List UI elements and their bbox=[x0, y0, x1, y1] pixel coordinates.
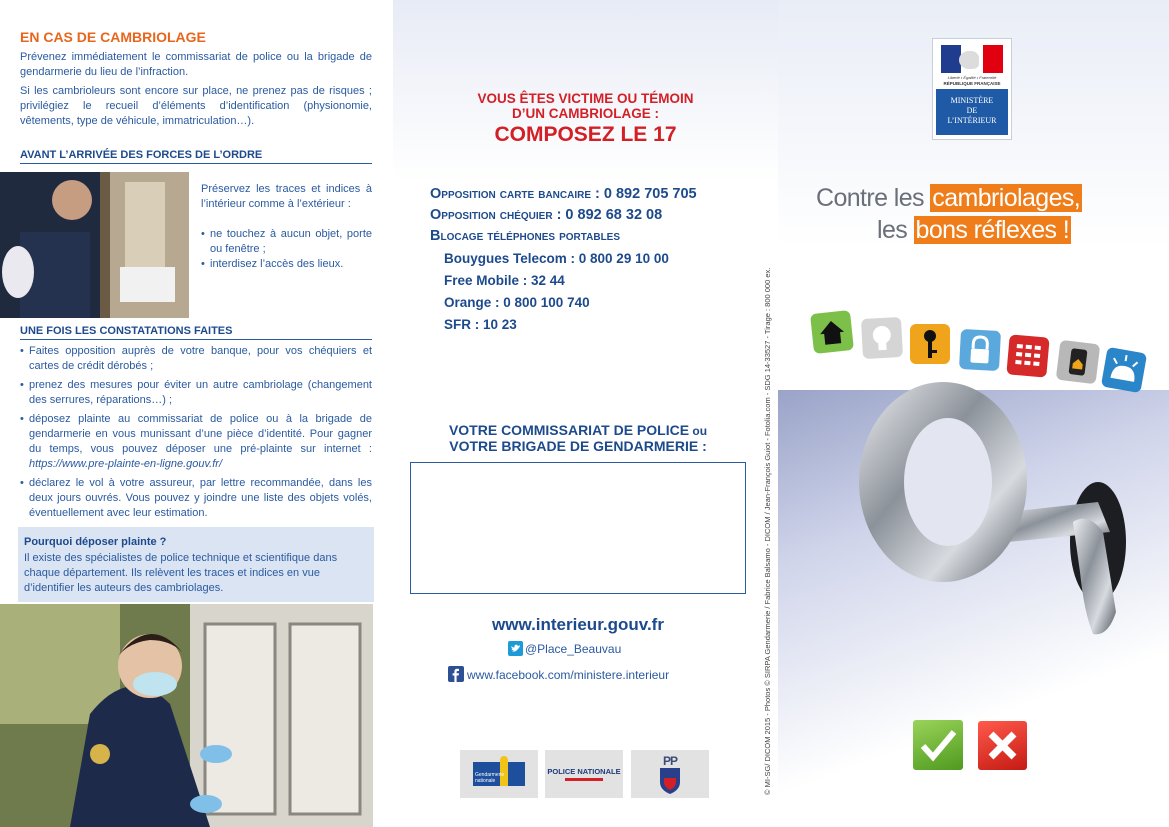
station-line-2: VOTRE BRIGADE DE GENDARMERIE : bbox=[449, 438, 707, 454]
station-line-1 bbox=[393, 422, 763, 438]
operator-sfr: SFR : 10 23 bbox=[444, 317, 517, 332]
police-officer-photo bbox=[0, 172, 189, 318]
police-nationale-logo: POLICE NATIONALE bbox=[545, 750, 623, 798]
why-complain-box bbox=[18, 527, 374, 602]
website-link[interactable]: www.interieur.gouv.fr bbox=[492, 615, 664, 634]
station-line-1b: ou bbox=[689, 424, 708, 438]
compose-17: COMPOSEZ LE 17 bbox=[494, 123, 677, 146]
list-item: • interdisez l’accès des lieux. bbox=[201, 257, 372, 272]
marianne-flag bbox=[941, 45, 1003, 73]
list-item-text: déposez plainte au commissariat de police ou à la brigade de gendarmerie en vous munissant d’une pièce d’identité. Pour gagner du temps, vous pouvez déposer une pré-plainte sur internet : bbox=[29, 413, 372, 455]
slogan-highlight-2: bons réflexes ! bbox=[915, 216, 1070, 244]
opposition-cheque-line: Opposition chéquier : 0 892 68 32 08 bbox=[430, 207, 663, 223]
after-findings-list bbox=[20, 344, 372, 525]
list-item: • Faites opposition auprès de votre banque, pour vos chéquiers et cartes de crédit dérobés ; bbox=[20, 344, 372, 374]
why-complain-title: Pourquoi déposer plainte ? bbox=[24, 536, 167, 548]
key-icon bbox=[910, 324, 950, 364]
twitter-icon bbox=[508, 641, 523, 656]
prefecture-police-logo: PP bbox=[631, 750, 709, 798]
twitter-link[interactable] bbox=[508, 641, 621, 656]
victim-line-1: VOUS ÊTES VICTIME OU TÉMOIN bbox=[477, 91, 694, 106]
slogan-highlight-1: cambriolages, bbox=[932, 184, 1081, 212]
right-panel bbox=[778, 0, 1169, 827]
twitter-handle: @Place_Beauvau bbox=[525, 642, 622, 656]
left-panel bbox=[0, 0, 393, 827]
why-complain-text: Il existe des spécialistes de police technique et scientifique dans chaque département. Ils relèvent les traces et indices en vue d’identifier les auteurs des cambriolages. bbox=[24, 552, 338, 594]
section-before-arrival-text: Préservez les traces et indices à l’intérieur comme à l’extérieur : bbox=[201, 183, 372, 210]
station-line-1a: VOTRE COMMISSARIAT DE POLICE bbox=[448, 422, 690, 438]
station-address-box[interactable] bbox=[410, 462, 746, 594]
facebook-url: www.facebook.com/ministere.interieur bbox=[467, 668, 670, 682]
list-item: • déclarez le vol à votre assureur, par lettre recommandée, dans les deux jours ouvrés. Vous pouvez y joindre une liste des objets volés, éventuellement avec leur estimation. bbox=[20, 476, 372, 521]
check-icon bbox=[913, 720, 963, 770]
burglary-title: EN CAS DE CAMBRIOLAGE bbox=[20, 29, 206, 45]
big-key-illustration bbox=[848, 372, 1168, 672]
list-item: • ne touchez à aucun objet, porte ou fenêtre ; bbox=[201, 227, 372, 257]
ministry-name-block: MINISTÈRE DE L’INTÉRIEUR bbox=[936, 89, 1008, 135]
facebook-icon bbox=[448, 666, 464, 682]
middle-panel bbox=[393, 0, 778, 827]
padlock-icon bbox=[959, 329, 1001, 371]
phone-blocking-line: Blocage téléphones portables bbox=[430, 228, 621, 244]
intro-paragraph-1: Prévenez immédiatement le commissariat de police ou la brigade de gendarmerie du lieu de l’infraction. bbox=[20, 51, 372, 78]
lightbulb-icon bbox=[861, 317, 903, 359]
house-icon bbox=[810, 310, 854, 354]
operator-bouygues: Bouygues Telecom : 0 800 29 10 00 bbox=[444, 251, 669, 266]
facebook-link[interactable] bbox=[448, 666, 669, 682]
opposition-card-line: Opposition carte bancaire : 0 892 705 705 bbox=[430, 186, 697, 202]
slogan-line-2: les bons réflexes ! bbox=[877, 216, 1070, 244]
preplainte-link[interactable]: https://www.pre-plainte-en-ligne.gouv.fr/ bbox=[29, 458, 222, 470]
operator-orange: Orange : 0 800 100 740 bbox=[444, 295, 590, 310]
victim-line-2: D’UN CAMBRIOLAGE : bbox=[512, 106, 659, 121]
republic-motto: Liberté • Égalité • Fraternité bbox=[947, 75, 997, 80]
gendarmerie-logo: Gendarmerie nationale bbox=[460, 750, 538, 798]
ministry-logo bbox=[932, 38, 1012, 140]
slogan-line-1: Contre les cambriolages, bbox=[816, 184, 1081, 212]
operator-free: Free Mobile : 32 44 bbox=[444, 273, 565, 288]
republic-name: RÉPUBLIQUE FRANÇAISE bbox=[943, 81, 1001, 86]
list-item bbox=[20, 412, 372, 472]
section-after-findings-title: UNE FOIS LES CONSTATATIONS FAITES bbox=[20, 325, 372, 340]
intro-paragraph-2: Si les cambrioleurs sont encore sur place, ne prenez pas de risques ; privilégiez le recueil d’éléments d’identification (physionomie, vêtements, type de véhicule, immatriculation…). bbox=[20, 85, 372, 127]
list-item: • prenez des mesures pour éviter un autre cambriolage (changement des serrures, réparations…) ; bbox=[20, 378, 372, 408]
cross-icon bbox=[978, 721, 1027, 770]
gendarme-forensic-photo bbox=[0, 604, 373, 827]
section-before-arrival-title: AVANT L’ARRIVÉE DES FORCES DE L’ORDRE bbox=[20, 149, 372, 164]
before-arrival-list bbox=[201, 227, 372, 276]
credits-vertical-text: © MI-SG/ DICOM 2015 - Photos © SIRPA Gendarmerie / Fabrice Balsamo - DICOM / Jean-François Guiot - Fotolia.com - SDG 14-33527 - Tirage : 800 000 ex. bbox=[763, 267, 772, 795]
